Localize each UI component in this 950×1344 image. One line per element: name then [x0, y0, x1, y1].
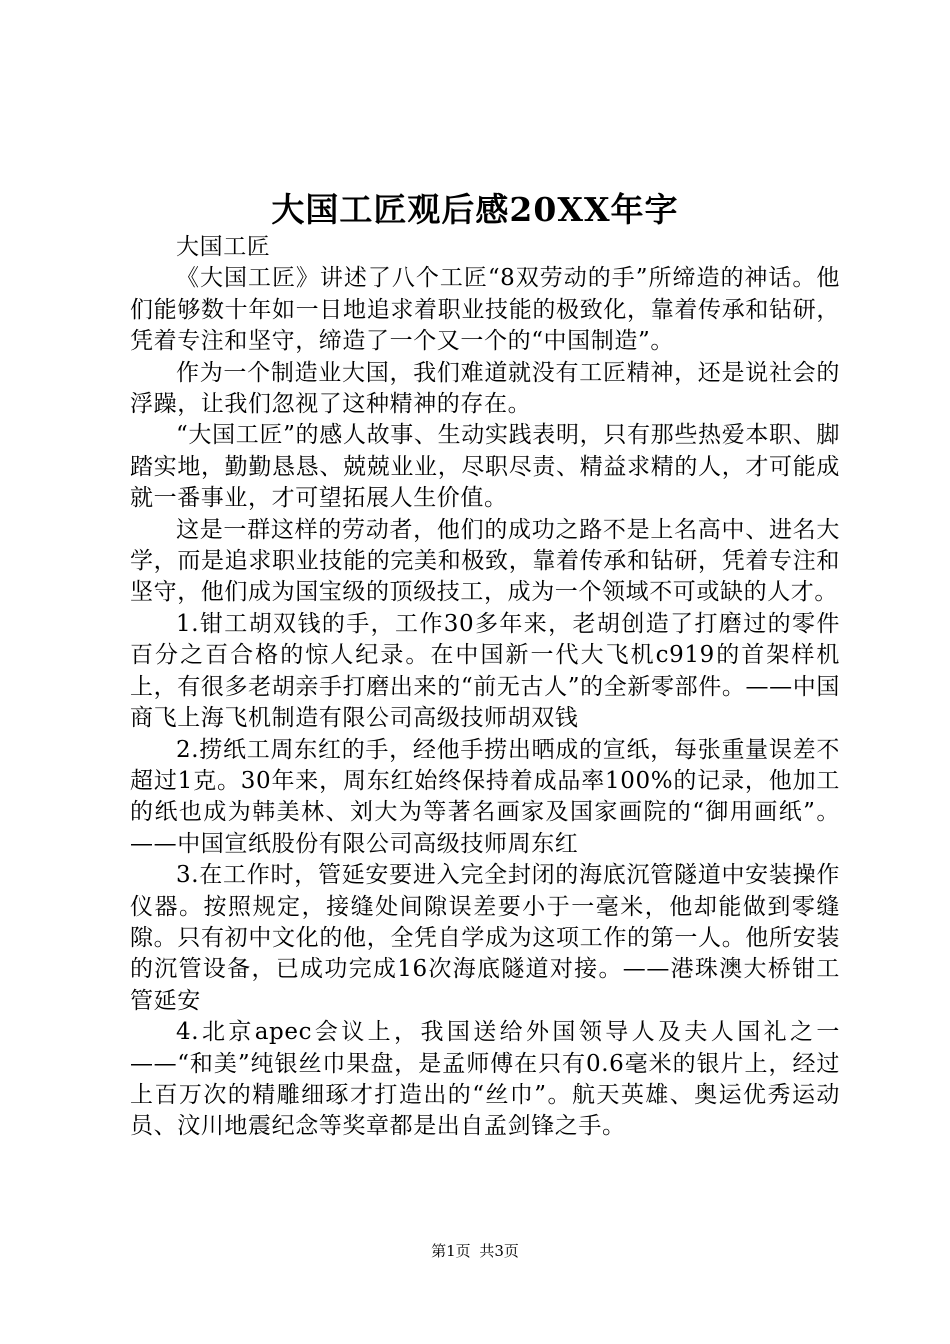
section-heading: 大国工匠 [176, 234, 271, 260]
paragraph: 这是一群这样的劳动者，他们的成功之路不是上名高中、进名大学，而是追求职业技能的完美和极致，靠着传承和钻研，凭着专注和坚守，他们成为国宝级的顶级技工，成为一个领域不可或缺的人才。 [130, 516, 840, 606]
document-body [130, 232, 840, 1143]
page-footer [0, 1240, 950, 1262]
paragraph-item-4: 4.北京apec会议上，我国送给外国领导人及夫人国礼之一——“和美”纯银丝巾果盘，是孟师傅在只有0.6毫米的银片上，经过上百万次的精雕细琢才打造出的“丝巾”。航天英雄、奥运优秀运动员、汶川地震纪念等奖章都是出自孟剑锋之手。 [130, 1019, 840, 1140]
document-title: 大国工匠观后感20XX年字 [271, 190, 679, 229]
paragraph-item-3: 3.在工作时，管延安要进入完全封闭的海底沉管隧道中安装操作仪器。按照规定，接缝处间隙误差要小于一毫米，他却能做到零缝隙。只有初中文化的他，全凭自学成为这项工作的第一人。他所安装的沉管设备，已成功完成16次海底隧道对接。——港珠澳大桥钳工管延安 [130, 862, 840, 1014]
paragraph: “大国工匠”的感人故事、生动实践表明，只有那些热爱本职、脚踏实地，勤勤恳恳、兢兢业业，尽职尽责、精益求精的人，才可能成就一番事业，才可望拓展人生价值。 [130, 422, 840, 512]
page-number: 第1页 [431, 1242, 471, 1260]
paragraph: 作为一个制造业大国，我们难道就没有工匠精神，还是说社会的浮躁，让我们忽视了这种精神的存在。 [130, 359, 840, 418]
paragraph-item-2: 2.捞纸工周东红的手，经他手捞出晒成的宣纸，每张重量误差不超过1克。30年来，周东红始终保持着成品率100%的记录，他加工的纸也成为韩美林、刘大为等著名画家及国家画院的“御用画纸”。——中国宣纸股份有限公司高级技师周东红 [130, 736, 840, 857]
paragraph-intro: 《大国工匠》讲述了八个工匠“8双劳动的手”所缔造的神话。他们能够数十年如一日地追求着职业技能的极致化，靠着传承和钻研，凭着专注和坚守，缔造了一个又一个的“中国制造”。 [130, 265, 840, 355]
paragraph-item-1: 1.钳工胡双钱的手，工作30多年来，老胡创造了打磨过的零件百分之百合格的惊人纪录。在中国新一代大飞机c919的首架样机上，有很多老胡亲手打磨出来的“前无古人”的全新零部件。——中国商飞上海飞机制造有限公司高级技师胡双钱 [130, 610, 840, 732]
page-total: 共3页 [479, 1242, 519, 1260]
